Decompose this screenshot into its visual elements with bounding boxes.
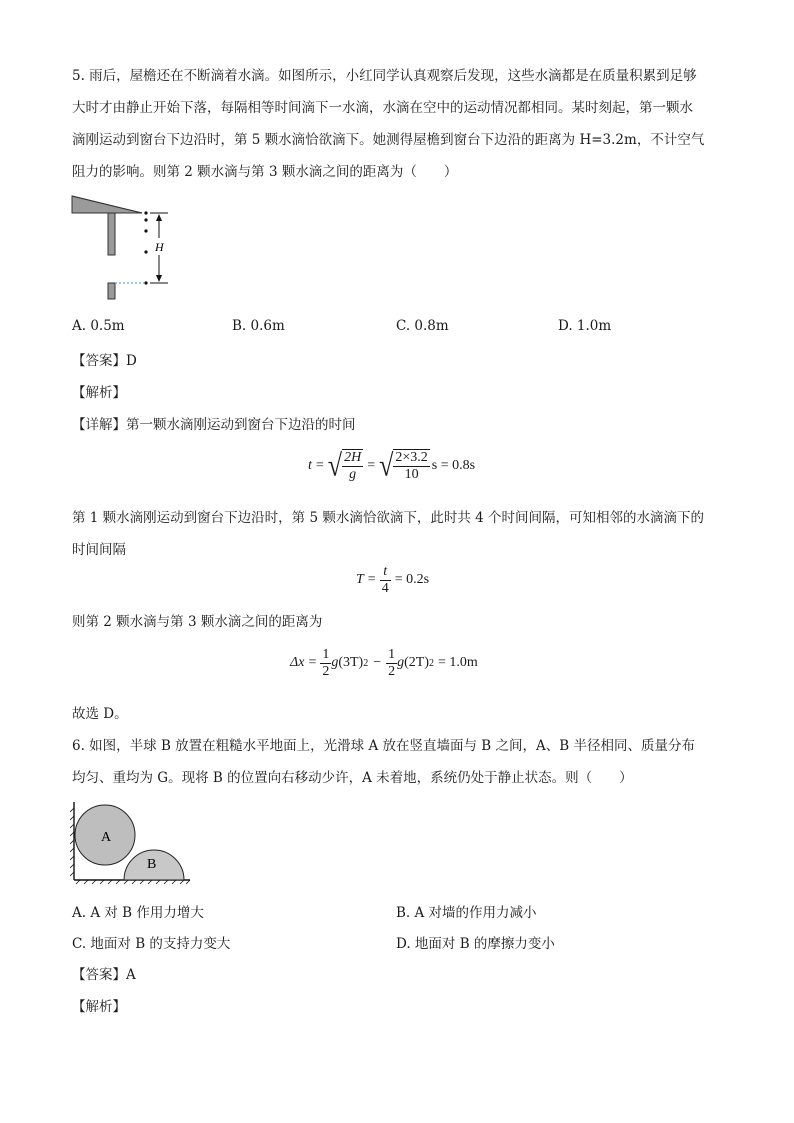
q5-line-1: 5. 雨后，屋檐还在不断滴着水滴。如图所示，小红同学认真观察后发现，这些水滴都是在质量积累到足够 (72, 68, 697, 84)
q6-answer: 【答案】A (72, 967, 136, 983)
q5-option-c[interactable]: C. 0.8m (396, 318, 449, 334)
q5-option-a[interactable]: A. 0.5m (72, 318, 125, 334)
q6-option-b[interactable]: B. A 对墙的作用力减小 (396, 905, 537, 921)
q6-option-c[interactable]: C. 地面对 B 的支持力变大 (72, 936, 231, 952)
drop-3 (144, 229, 147, 232)
hemisphere-b-label: B (147, 857, 157, 872)
drop-1 (144, 281, 147, 284)
q6-analysis-label: 【解析】 (72, 999, 126, 1015)
equation-1: t = √ $\frac{2H}{g}$ = √ $\frac{2\times 3.2}{10}$ s = 0.8s (308, 448, 476, 483)
q6-option-d[interactable]: D. 地面对 B 的摩擦力变小 (396, 936, 555, 952)
equation-2: T = $\frac{t}{4}$ = 0.2s (356, 563, 430, 596)
q5-para3: 则第 2 颗水滴与第 3 颗水滴之间的距离为 (72, 614, 323, 630)
q6-option-a[interactable]: A. A 对 B 作用力增大 (72, 905, 204, 921)
window-sill (108, 283, 115, 299)
eq1-lhs: t (308, 458, 312, 473)
eq3-result: = 1.0m (438, 655, 478, 670)
eaves-figure (70, 193, 180, 303)
q5-option-b[interactable]: B. 0.6m (232, 318, 285, 334)
q5-para2-line-2: 时间间隔 (72, 542, 126, 558)
eq2-result: = 0.2s (394, 572, 430, 587)
sphere-a-label: A (101, 830, 112, 845)
drop-5 (144, 211, 147, 214)
drop-2 (144, 250, 147, 253)
q5-analysis-label: 【解析】 (72, 385, 126, 401)
q5-option-d[interactable]: D. 1.0m (558, 318, 612, 334)
q5-answer: 【答案】D (72, 353, 137, 369)
q5-para2-line-1: 第 1 颗水滴刚运动到窗台下边沿时，第 5 颗水滴恰欲滴下，此时共 4 个时间间隔，可知相邻的水滴滴下的 (72, 510, 705, 526)
q5-detail: 【详解】第一颗水滴刚运动到窗台下边沿的时间 (72, 417, 356, 433)
q6-line-1: 6. 如图，半球 B 放置在粗糙水平地面上，光滑球 A 放在竖直墙面与 B 之间，A、B 半径相同、质量分布 (72, 738, 695, 754)
equation-3: Δx = $\frac{1}{2}$ g (3T) 2 − $\frac{1}{2}$ g (2T) 2 = 1.0m (290, 646, 478, 679)
q6-line-2: 均匀、重均为 G。现将 B 的位置向右移动少许，A 未着地，系统仍处于静止状态。则（ ） (72, 770, 633, 786)
eq1-result: s = 0.8s (431, 458, 476, 473)
q5-line-3: 滴刚运动到窗台下边沿时，第 5 颗水滴恰欲滴下。她测得屋檐到窗台下边沿的距离为 H=3.2m，不计空气 (72, 132, 705, 148)
drop-4 (144, 218, 147, 221)
q5-line-2: 大时才由静止开始下落，每隔相等时间滴下一水滴，水滴在空中的运动情况都相同。某时刻起，第一颗水 (72, 100, 693, 116)
height-label: H (155, 240, 164, 254)
spheres-figure (70, 800, 195, 886)
q5-conclusion: 故选 D。 (72, 706, 128, 722)
q5-line-4: 阻力的影响。则第 2 颗水滴与第 3 颗水滴之间的距离为（ ） (72, 164, 458, 180)
wall-upper (108, 213, 115, 255)
